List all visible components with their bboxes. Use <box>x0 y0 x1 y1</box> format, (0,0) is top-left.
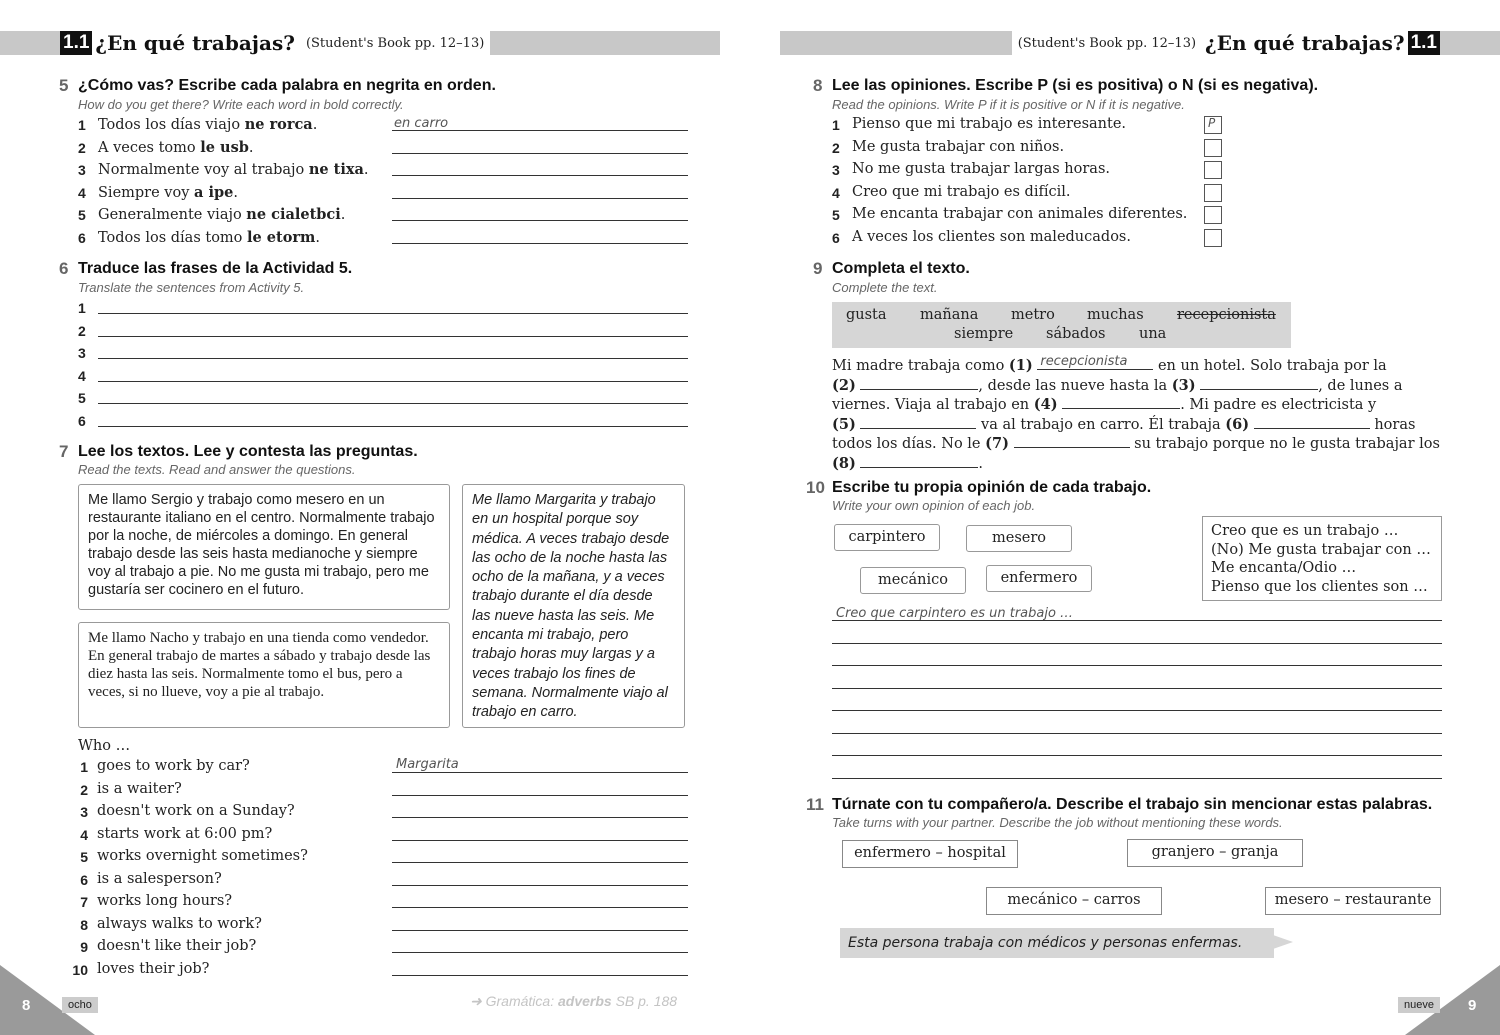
exercise-title: Escribe tu propia opinión de cada trabajo. <box>832 479 1152 496</box>
list-item <box>832 116 1232 136</box>
answer-line[interactable] <box>98 358 688 359</box>
text-nacho: Me llamo Nacho y trabajo en una tienda como vendedor. En general trabajo de martes a sábado y trabajo desde las diez hasta las seis. Normalmente tomo el bus, pero a veces, si no llueve, voy a pie al trabajo. <box>78 622 450 728</box>
answer-line[interactable] <box>98 381 688 382</box>
item-number: 2 <box>80 781 88 798</box>
answer-line[interactable] <box>98 403 688 404</box>
word-bank-word: sábados <box>1046 326 1106 342</box>
word-bank-row <box>954 326 1199 342</box>
exercise-subtitle: How do you get there? Write each word in bold correctly. <box>78 97 404 112</box>
answer-line[interactable] <box>98 426 688 427</box>
opinion-text: Pienso que mi trabajo es interesante. <box>852 116 1127 132</box>
answer-line[interactable] <box>392 220 688 221</box>
list-item <box>66 848 690 868</box>
list-item <box>66 871 690 891</box>
page-number-right: 9 <box>1468 997 1477 1014</box>
question-text: starts work at 6:00 pm? <box>97 825 273 842</box>
word-bank-row <box>846 307 1287 323</box>
question-text: is a salesperson? <box>97 870 222 887</box>
book-reference: (Student's Book pp. 12–13) <box>305 35 485 51</box>
sentence-start: Normalmente voy al trabajo <box>98 162 309 178</box>
question-text: doesn't like their job? <box>97 938 257 954</box>
sentence-end: . <box>315 229 320 246</box>
page-word-right: nueve <box>1398 997 1440 1013</box>
unit-badge: 1.1 <box>60 31 92 55</box>
sentence-end: . <box>233 184 238 201</box>
item-sentence <box>98 161 369 178</box>
left-header <box>60 31 490 55</box>
exercise-number: 6 <box>59 259 69 278</box>
list-item <box>832 229 1232 249</box>
question-text: works overnight sometimes? <box>97 848 308 864</box>
exercise-title: Completa el texto. <box>832 260 970 277</box>
list-item <box>832 206 1232 226</box>
item-sentence <box>98 139 254 156</box>
answer-line[interactable] <box>392 772 688 773</box>
question-text: is a waiter? <box>97 780 182 797</box>
unit-badge: 1.1 <box>1408 31 1440 55</box>
list-item <box>78 139 690 159</box>
answer-line[interactable] <box>392 198 688 199</box>
item-number: 5 <box>78 390 86 406</box>
question-text: loves their job? <box>97 960 210 977</box>
handwritten-answer: en carro <box>394 116 449 131</box>
answer-checkbox[interactable] <box>1204 161 1222 179</box>
exercise-number: 11 <box>806 795 824 814</box>
grammar-reference: ➜ Gramática: adverbs SB p. 188 <box>470 993 678 1009</box>
answer-checkbox[interactable] <box>1204 116 1222 134</box>
item-number: 3 <box>832 162 840 178</box>
scrambled-word: ne rorca <box>244 116 313 133</box>
phrase-item: Creo que es un trabajo … <box>1211 523 1399 539</box>
text-margarita: Me llamo Margarita y trabajo en un hospital porque soy médica. A veces trabajo desde las ocho de la noche hasta las ocho de la mañana, y a veces trabajo durante el día desde las nueve hasta las seis. Me encanta mi trabajo, pero trabajo horas muy largas y a veces trabajo los fines de semana. Normalmente viajo al trabajo en carro. <box>462 484 685 728</box>
exercise-subtitle: Read the texts. Read and answer the questions. <box>78 462 356 477</box>
pair-box-mesero-restaurante: mesero – restaurante <box>1265 887 1441 915</box>
item-number: 6 <box>832 229 840 246</box>
exercise-title: Traduce las frases de la Actividad 5. <box>78 260 353 277</box>
item-number: 1 <box>832 117 840 133</box>
item-number: 5 <box>832 207 840 223</box>
question-text: goes to work by car? <box>97 758 250 774</box>
pair-box-mecanico-carros: mecánico – carros <box>986 887 1162 915</box>
answer-line[interactable] <box>392 975 688 976</box>
scrambled-word: a ipe <box>194 183 234 201</box>
item-number: 6 <box>80 871 88 888</box>
item-number: 3 <box>78 345 86 361</box>
opinion-text: Creo que mi trabajo es difícil. <box>852 183 1071 200</box>
answer-blank[interactable] <box>1254 415 1370 429</box>
list-item <box>78 184 690 204</box>
answer-line[interactable] <box>392 952 688 953</box>
right-header <box>1012 31 1440 55</box>
book-reference: (Student's Book pp. 12–13) <box>1017 35 1197 51</box>
word-bank-word: mañana <box>920 307 979 323</box>
list-item <box>78 344 690 364</box>
item-number: 3 <box>78 162 86 178</box>
exercise-number: 8 <box>813 76 823 95</box>
answer-line[interactable] <box>392 175 688 176</box>
answer-blank[interactable] <box>1014 434 1130 448</box>
item-number: 4 <box>832 184 840 201</box>
item-number: 4 <box>80 826 88 843</box>
item-number: 9 <box>80 939 88 955</box>
phrase-box <box>1202 516 1442 601</box>
answer-checkbox[interactable] <box>1204 139 1222 157</box>
item-number: 5 <box>80 849 88 865</box>
phrase-item: (No) Me gusta trabajar con … <box>1211 541 1431 558</box>
job-box-enfermero: enfermero <box>986 565 1092 592</box>
word-bank-word: siempre <box>954 326 1014 342</box>
sentence-end: . <box>363 162 369 178</box>
scrambled-word: le etorm <box>247 228 316 246</box>
sentence-start: A veces tomo <box>98 139 201 156</box>
list-item <box>78 229 690 249</box>
sentence-start: Todos los días tomo <box>98 229 248 246</box>
writing-line[interactable] <box>832 710 1442 711</box>
answer-blank[interactable] <box>1037 356 1153 370</box>
word-bank-word: gusta <box>846 307 887 323</box>
pair-box-enfermero-hospital: enfermero – hospital <box>842 840 1018 868</box>
exercise-title: Túrnate con tu compañero/a. Describe el trabajo sin mencionar estas palabras. <box>832 796 1433 813</box>
item-sentence <box>98 116 317 133</box>
list-item <box>832 139 1232 159</box>
item-sentence <box>98 229 320 246</box>
sentence-end: . <box>340 207 346 223</box>
phrase-item: Pienso que los clientes son … <box>1211 578 1428 595</box>
answer-line[interactable] <box>392 930 688 931</box>
writing-line[interactable] <box>832 665 1442 666</box>
exercise-subtitle: Read the opinions. Write P if it is positive or N if it is negative. <box>832 97 1185 112</box>
exercise-subtitle: Translate the sentences from Activity 5. <box>78 280 305 295</box>
item-number: 8 <box>80 916 88 933</box>
exercise-number: 5 <box>59 76 69 95</box>
question-text: always walks to work? <box>97 915 262 932</box>
item-sentence <box>98 184 238 201</box>
list-item <box>78 116 690 136</box>
answer-line[interactable] <box>392 840 688 841</box>
exercise-subtitle: Write your own opinion of each job. <box>832 498 1036 513</box>
list-item <box>66 758 690 778</box>
list-item <box>78 322 690 342</box>
item-number: 2 <box>78 139 86 156</box>
list-item <box>66 826 690 846</box>
item-number: 10 <box>72 961 88 978</box>
speech-pointer <box>1273 935 1293 951</box>
handwritten-answer: Margarita <box>396 757 459 772</box>
sentence-start: Todos los días viajo <box>98 117 245 133</box>
answer-blank[interactable] <box>1062 395 1180 409</box>
opinion-text: Me gusta trabajar con niños. <box>852 138 1065 155</box>
list-item <box>66 961 690 981</box>
sentence-end: . <box>248 139 254 156</box>
item-number: 1 <box>80 759 88 775</box>
word-bank-word: recepcionista <box>1177 307 1276 323</box>
item-number: 7 <box>80 894 88 910</box>
exercise-number: 9 <box>813 259 823 278</box>
answer-blank[interactable] <box>860 376 978 390</box>
sentence-end: . <box>312 117 318 133</box>
opinion-text: No me gusta trabajar largas horas. <box>852 161 1111 177</box>
list-item <box>78 161 690 181</box>
item-number: 1 <box>78 117 86 133</box>
item-number: 3 <box>80 804 88 820</box>
answer-line[interactable] <box>392 885 688 886</box>
word-bank-word: metro <box>1011 307 1055 323</box>
exercise-title: Lee los textos. Lee y contesta las preguntas. <box>78 443 418 460</box>
writing-line[interactable] <box>832 643 1442 644</box>
item-number: 6 <box>78 412 86 429</box>
list-item <box>832 161 1232 181</box>
pair-box-granjero-granja: granjero – granja <box>1127 839 1303 867</box>
item-number: 2 <box>832 139 840 156</box>
job-box-carpintero: carpintero <box>834 524 940 551</box>
sentence-start: Generalmente viajo <box>98 207 247 223</box>
item-number: 6 <box>78 229 86 246</box>
page-title: ¿En qué trabajas? <box>1205 31 1405 55</box>
writing-line[interactable] <box>832 755 1442 756</box>
list-item <box>66 781 690 801</box>
text-sergio: Me llamo Sergio y trabajo como mesero en un restaurante italiano en el centro. Normalmente trabajo por la noche, de miércoles a domingo. En general trabajo desde las seis hasta medianoche y siempre voy al trabajo a pie. No me gusta mi trabajo, pero me gustaría ser cocinero en el futuro. <box>78 484 450 610</box>
list-item <box>78 367 690 387</box>
exercise-title: ¿Cómo vas? Escribe cada palabra en negrita en orden. <box>78 77 496 94</box>
list-item <box>832 184 1232 204</box>
exercise-title: Lee las opiniones. Escribe P (si es positiva) o N (si es negativa). <box>832 77 1319 94</box>
list-item <box>78 412 690 432</box>
question-text: works long hours? <box>97 893 233 909</box>
answer-line[interactable] <box>392 817 688 818</box>
completion-paragraph: Mi madre trabaja como (1) recepcionista en un hotel. Solo trabaja por la (2) , desde las nueve hasta la (3) , de lunes a viernes. Viaja al trabajo en (4) . Mi padre es electricista y (5) va al trabajo en carro. Él trabaja (6) horas todos los días. No le (7) su trabajo porque no le gusta trabajar los (8) . <box>832 354 1440 472</box>
word-bank-word: una <box>1139 326 1167 342</box>
page-number-left: 8 <box>22 997 31 1014</box>
answer-line[interactable] <box>98 336 688 337</box>
who-prompt: Who … <box>78 738 131 754</box>
answer-checkbox[interactable] <box>1204 229 1222 247</box>
answer-checkbox[interactable] <box>1204 184 1222 202</box>
scrambled-word: le usb <box>200 138 249 156</box>
item-number: 4 <box>78 367 86 384</box>
question-text: doesn't work on a Sunday? <box>97 803 295 819</box>
word-bank <box>832 302 1291 348</box>
handwritten-example: Creo que carpintero es un trabajo … <box>836 606 1074 621</box>
item-number: 5 <box>78 207 86 223</box>
item-number: 1 <box>78 300 86 316</box>
writing-line[interactable] <box>832 688 1442 689</box>
answer-blank[interactable] <box>1200 376 1318 390</box>
exercise-subtitle: Complete the text. <box>832 280 938 295</box>
answer-line[interactable] <box>98 313 688 314</box>
answer-blank[interactable] <box>860 454 978 468</box>
list-item <box>66 938 690 958</box>
item-number: 4 <box>78 184 86 201</box>
opinion-text: Me encanta trabajar con animales diferentes. <box>852 206 1188 222</box>
list-item <box>78 299 690 319</box>
job-box-mecanico: mecánico <box>860 567 966 594</box>
page-word-left: ocho <box>62 997 98 1013</box>
scrambled-word: ne cialetbci <box>246 206 341 223</box>
list-item <box>66 893 690 913</box>
exercise-number: 10 <box>806 478 825 497</box>
answer-line[interactable] <box>392 862 688 863</box>
page-title: ¿En qué trabajas? <box>95 31 295 55</box>
phrase-item: Me encanta/Odio … <box>1211 560 1357 576</box>
item-number: 2 <box>78 322 86 339</box>
sentence-start: Siempre voy <box>98 184 195 201</box>
answer-line[interactable] <box>392 153 688 154</box>
answer-line[interactable] <box>392 907 688 908</box>
phrase-list <box>1211 522 1433 596</box>
answer-blank[interactable] <box>860 415 976 429</box>
list-item <box>66 916 690 936</box>
item-sentence <box>98 206 345 223</box>
answer-line[interactable] <box>392 243 688 244</box>
word-bank-word: muchas <box>1087 307 1144 323</box>
writing-line[interactable] <box>832 733 1442 734</box>
answer-checkbox[interactable] <box>1204 206 1222 224</box>
opinion-text: A veces los clientes son maleducados. <box>852 228 1131 245</box>
handwritten-answer: P <box>1208 116 1216 130</box>
scrambled-word: ne tixa <box>308 161 364 178</box>
handwritten-answer: recepcionista <box>1040 354 1128 369</box>
answer-line[interactable] <box>392 795 688 796</box>
writing-line[interactable] <box>832 620 1442 621</box>
writing-line[interactable] <box>832 778 1442 779</box>
exercise-subtitle: Take turns with your partner. Describe the job without mentioning these words. <box>832 815 1283 830</box>
list-item <box>78 206 690 226</box>
list-item <box>78 389 690 409</box>
exercise-number: 7 <box>59 442 69 461</box>
speech-example: Esta persona trabaja con médicos y personas enfermas. <box>840 928 1274 958</box>
list-item <box>66 803 690 823</box>
job-box-mesero: mesero <box>966 525 1072 552</box>
